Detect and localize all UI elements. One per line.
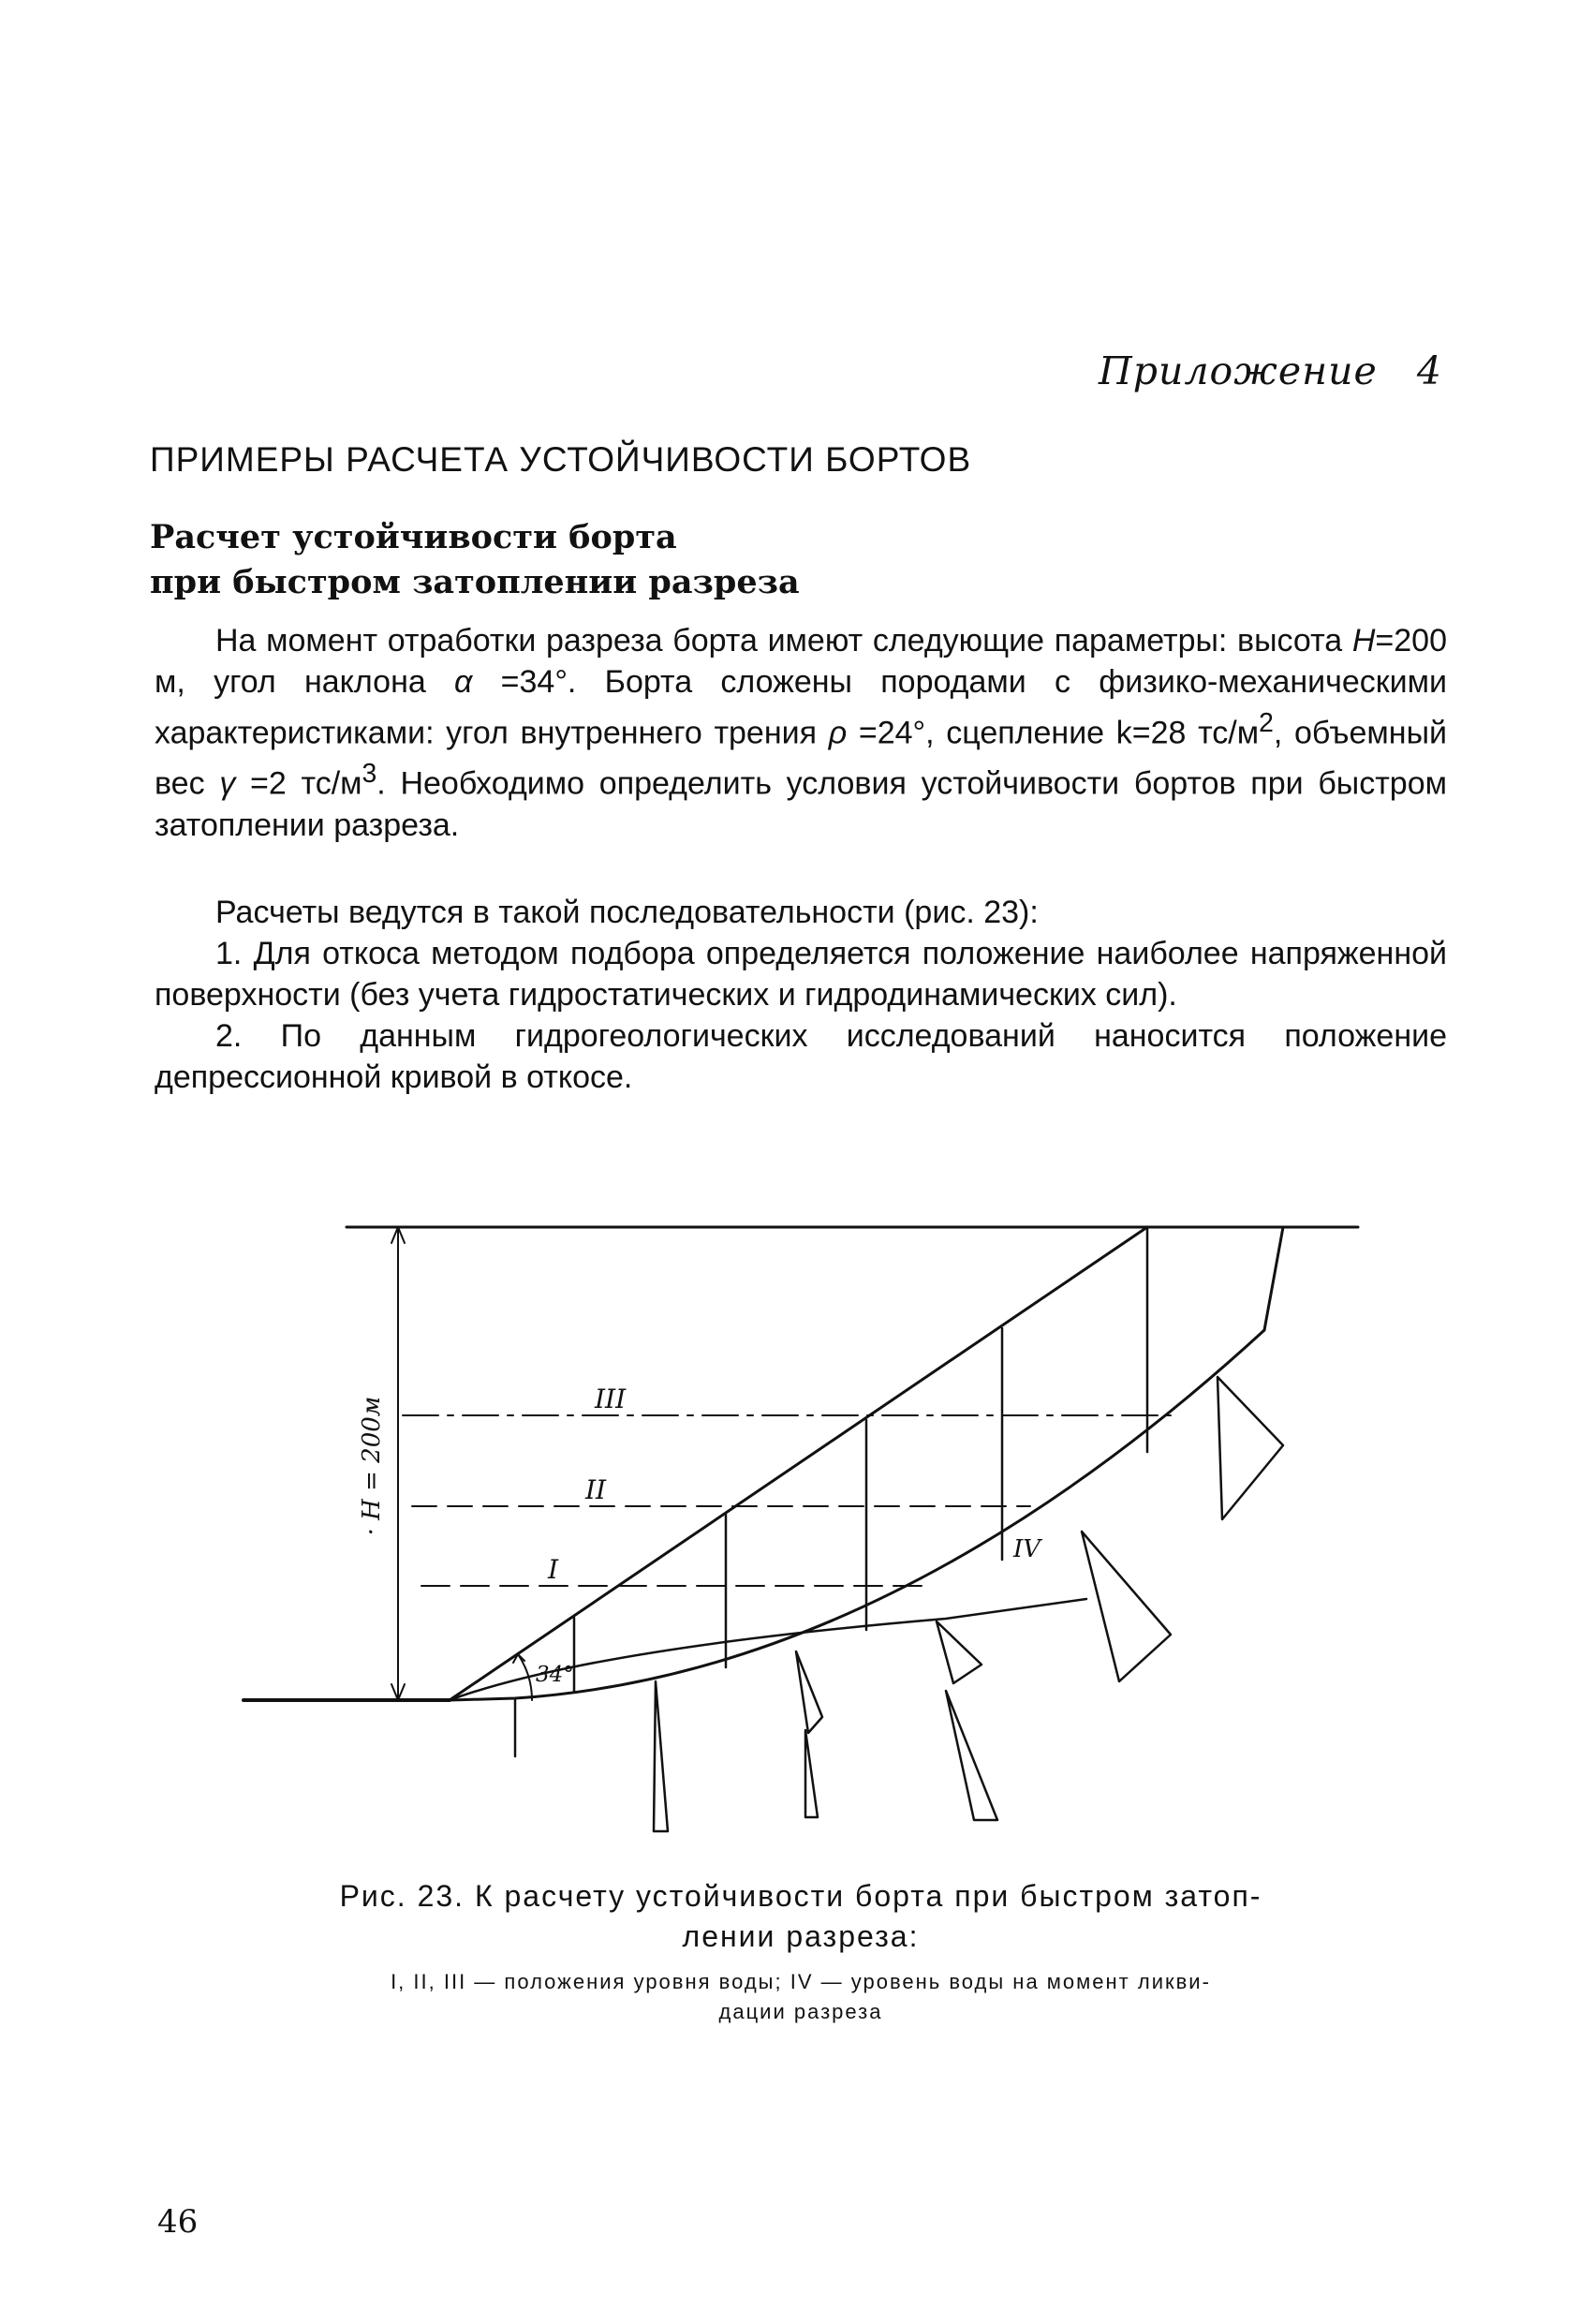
label-level-I: I <box>548 1554 559 1585</box>
paragraph-procedure <box>155 892 1447 1098</box>
paragraph-parameters <box>155 620 1447 846</box>
force-diagram <box>946 1691 997 1820</box>
text-run: , объемный вес <box>155 715 1448 802</box>
rho-symbol: ρ <box>828 715 848 751</box>
superscript: 2 <box>1259 708 1274 738</box>
slope-face <box>450 1227 1147 1700</box>
appendix-heading <box>1086 348 1442 393</box>
procedure-step-1: 1. Для откоса методом подбора определяется положение наиболее напряженной поверхности (без учета гидростатических и гидродинамических сил). <box>155 936 1447 1013</box>
subsection-title-line1: Расчет устойчивости борта <box>150 518 677 556</box>
force-diagram <box>937 1621 981 1683</box>
alpha-symbol: α <box>454 664 473 700</box>
text-run: . Необходимо определить условия устойчивости бортов при быстром затоплении разреза. <box>155 765 1447 843</box>
height-label: · H = 200м <box>358 1396 386 1536</box>
appendix-label: Приложение <box>1099 348 1378 393</box>
figure-caption <box>281 1876 1321 1957</box>
text-run: =2 тс/м <box>235 765 362 802</box>
force-diagram <box>654 1681 668 1831</box>
force-diagram <box>796 1651 822 1733</box>
scarp-line <box>1264 1227 1283 1330</box>
figure-legend <box>281 1967 1321 2027</box>
text-run: =200 м, угол наклона <box>155 623 1447 700</box>
caption-line2: лении разреза: <box>682 1919 920 1953</box>
label-level-IV: IV <box>1013 1535 1041 1563</box>
superscript: 3 <box>362 759 377 790</box>
procedure-intro: Расчеты ведутся в такой последовательности (рис. 23): <box>215 895 1039 930</box>
section-title: ПРИМЕРЫ РАСЧЕТА УСТОЙЧИВОСТИ БОРТОВ <box>150 440 972 479</box>
text-run: =34°. Борта сложены породами с физико-механическими характеристиками: угол внутреннего трения <box>155 664 1447 751</box>
force-diagram <box>1082 1532 1171 1681</box>
sliding-surface <box>450 1330 1264 1700</box>
page-number: 46 <box>157 2203 199 2241</box>
label-level-III: III <box>595 1384 627 1414</box>
gamma-symbol: γ <box>219 765 236 802</box>
appendix-number: 4 <box>1416 348 1442 393</box>
caption-line1: Рис. 23. К расчету устойчивости борта при быстром затоп- <box>339 1879 1262 1913</box>
slope-stability-figure <box>234 1194 1377 1859</box>
text-run: =24°, сцепление k=28 тс/м <box>847 715 1260 751</box>
text-run: На момент отработки разреза борта имеют следующие параметры: высота <box>215 623 1352 659</box>
legend-line1: I, II, III — положения уровня воды; IV — уровень воды на момент ликви- <box>391 1970 1211 1993</box>
force-diagram <box>1218 1377 1283 1519</box>
procedure-step-2: 2. По данным гидрогеологических исследований наносится положение депрессионной кривой в откосе. <box>155 1018 1447 1095</box>
subsection-title <box>150 515 800 605</box>
subsection-title-line2: при быстром затоплении разреза <box>150 563 800 601</box>
legend-line2: дации разреза <box>718 2000 883 2023</box>
angle-label: 34° <box>536 1663 574 1687</box>
force-diagram <box>805 1730 818 1817</box>
height-symbol: H <box>1351 623 1376 659</box>
label-level-II: II <box>585 1474 607 1505</box>
